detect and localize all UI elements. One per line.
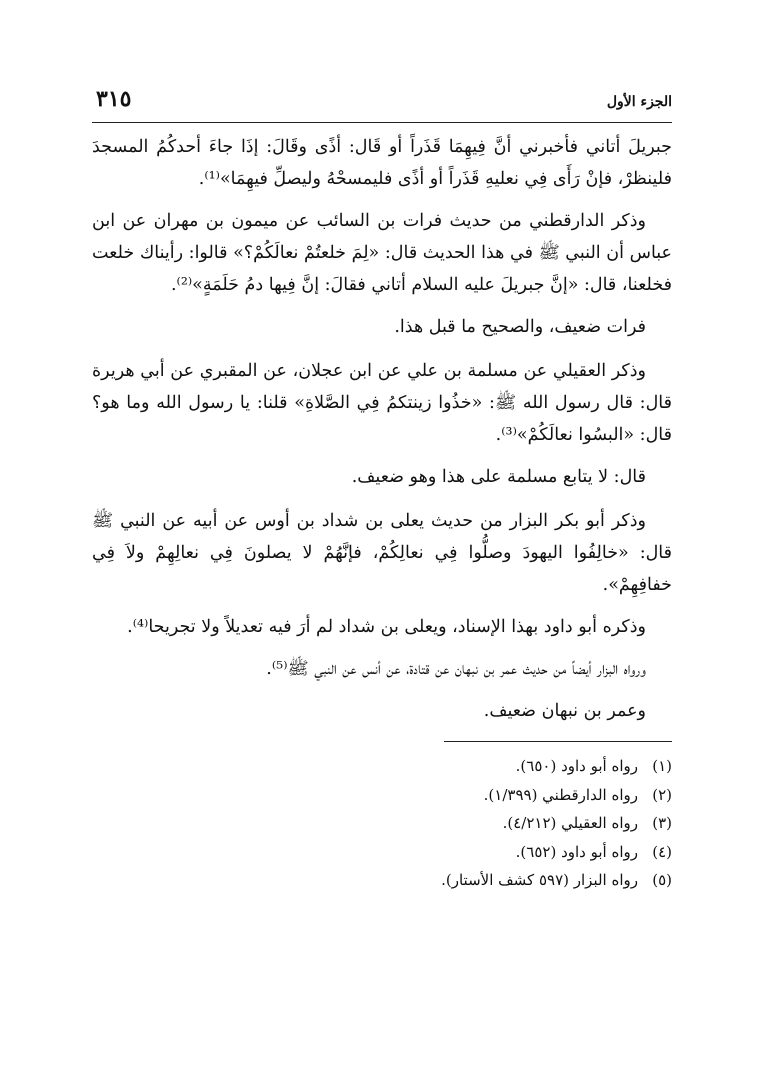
footnote-text: رواه البزار (٥٩٧ كشف الأستار). <box>441 871 638 889</box>
footnote-item <box>92 809 672 838</box>
book-page <box>92 86 672 1046</box>
paragraph-bazzar-umar: ورواه البزار أيضاً من حديث عمر بن نبهان عن قتادة، عن أنس عن النبي ﷺ⁽⁵⁾. <box>266 659 646 679</box>
footnote-text: رواه أبو داود (٦٥٢). <box>515 842 638 861</box>
paragraph-umar-weak: وعمر بن نبهان ضعيف. <box>483 701 646 721</box>
footnote-number: (٢) <box>652 785 672 804</box>
body-text <box>92 131 672 727</box>
footnote-item <box>92 838 672 867</box>
footnote-divider <box>444 741 672 742</box>
paragraph-uqayli: وذكر العقيلي عن مسلمة بن علي عن ابن عجلان، عن المقبري عن أبي هريرة قال: قال رسول الله ﷺ: «خذُوا زينتكمُ فِي الصَّلاةِ» قلنا: يا رسول الله وما هو؟ قال: «البسُوا نعالَكُمْ»⁽³⁾. <box>92 361 672 445</box>
paragraph-maslama-weak: قال: لا يتابع مسلمة على هذا وهو ضعيف. <box>351 467 646 487</box>
footnote-text: رواه الدارقطني (١/٣٩٩). <box>483 785 638 804</box>
footnote-item <box>92 781 672 810</box>
footnote-number: (٣) <box>652 814 672 832</box>
paragraph-daraqutni: وذكر الدارقطني من حديث فرات بن السائب عن ميمون بن مهران عن ابن عباس أن النبي ﷺ في هذا الحديث قال: «لِمَ خلعتُمْ نعالَكُمْ؟» قالوا: رأيناك خلعت فخلعنا، قال: «إنَّ جبريلَ عليه السلام أتاني فقالَ: إنَّ فِيها دمُ حَلَمَةٍ»⁽²⁾. <box>92 211 672 295</box>
footnote-number: (٥) <box>652 871 672 889</box>
paragraph-abu-dawud: وذكره أبو داود بهذا الإسناد، ويعلى بن شداد لم أرَ فيه تعديلاً ولا تجريحا⁽⁴⁾. <box>127 617 646 637</box>
paragraph-bazzar: وذكر أبو بكر البزار من حديث يعلى بن شداد بن أوس عن أبيه عن النبي ﷺ قال: «خالِفُوا اليهودَ وصلُّوا فِي نعالِكُمْ، فإنَّهُمْ لا يصلونَ فِي نعالِهِمْ ولاَ فِي خفافِهِمْ». <box>92 511 672 595</box>
paragraph-continuation: جبريلَ أتاني فأخبرني أنَّ فِيهِمَا قَذَراً أو قَال: أذًى وقَالَ: إذَا جاءَ أحدكُمُ المسجدَ فلينظرْ، فإنْ رَأَى فِي نعليهِ قَذَراً أو أذًى فليمسحْهُ وليصلِّ فيهِمَا»⁽¹⁾. <box>92 137 672 189</box>
page-number: ٣١٥ <box>96 86 132 112</box>
footnote-text: رواه العقيلي (٤/٢١٢). <box>502 814 638 832</box>
footnote-text: رواه أبو داود (٦٥٠). <box>515 757 638 775</box>
running-header <box>92 86 672 123</box>
paragraph-furat-weak: فرات ضعيف، والصحيح ما قبل هذا. <box>394 317 646 337</box>
footnote-number: (٤) <box>652 842 672 861</box>
footnote-item <box>92 866 672 895</box>
footnote-number: (١) <box>652 757 672 775</box>
footnote-item <box>92 752 672 781</box>
book-part-label: الجزء الأول <box>606 94 672 110</box>
footnotes <box>92 752 672 895</box>
